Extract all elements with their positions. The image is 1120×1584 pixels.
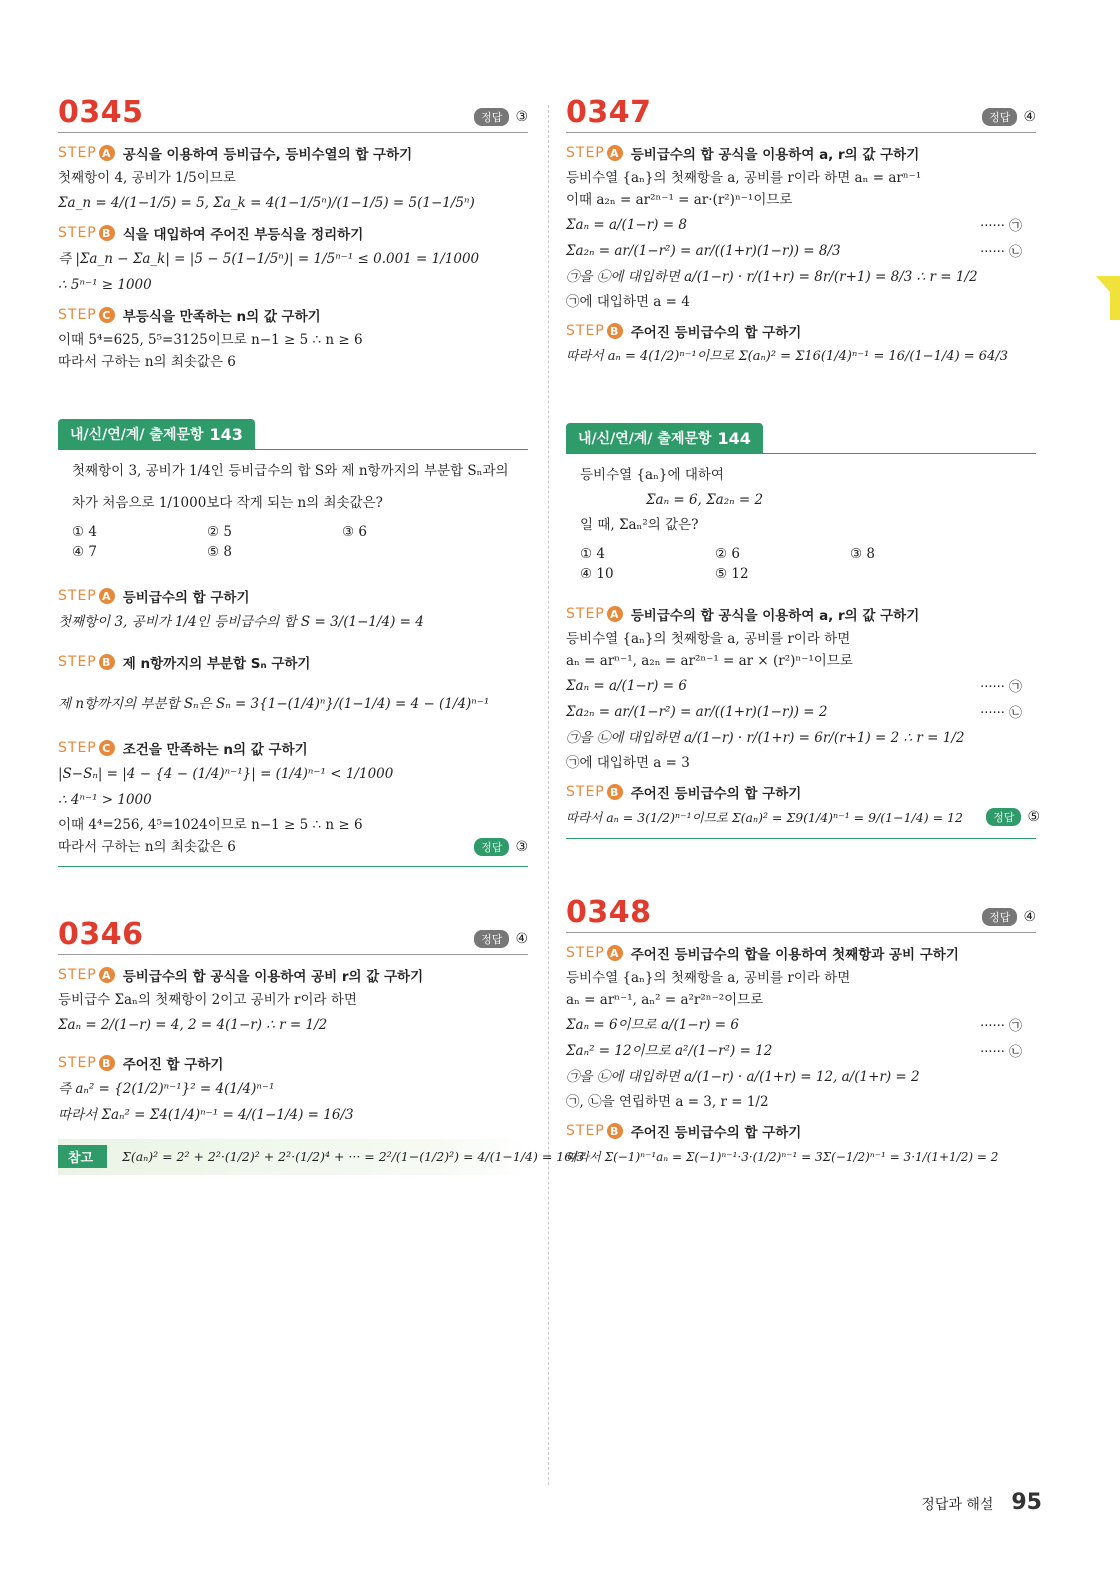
choice[interactable]: ⑤ 12 [715,566,749,582]
equation-marker: ······ ㉠ [980,219,1022,234]
text-line: ㉠에 대입하면 a = 3 [566,755,690,771]
step-label: STEP B [58,225,115,241]
step-b [58,1053,528,1073]
text-line: aₙ = arⁿ⁻¹, aₙ² = a²r²ⁿ⁻²이므로 [566,992,764,1008]
problem-header [566,95,1036,133]
equation-row [566,676,1036,696]
choice[interactable]: ④ 10 [580,566,614,582]
equation: Σa_n = 4/(1−1/5) = 5, Σa_k = 4(1−1/5ⁿ)/(1−1/5) = 5(1−1/5ⁿ) [58,195,475,211]
text-line: 등비수열 {aₙ}의 첫째항을 a, 공비를 r이라 하면 aₙ = arⁿ⁻¹ [566,170,922,186]
step-label: STEP C [58,307,115,323]
equation: ∴ 4ⁿ⁻¹ > 1000 [58,792,152,808]
choice[interactable]: ③ 8 [850,546,875,562]
equation: ㉠을 ㉡에 대입하면 a/(1−r) · r/(1+r) = 8r/(r+1) = 8/3 ∴ r = 1/2 [566,269,978,285]
step-title: 제 n항까지의 부분합 Sₙ 구하기 [122,656,311,672]
step-label: STEP B [58,654,115,670]
equation-row [566,215,1036,235]
equation-row [566,241,1036,261]
related-question-144 [566,423,1040,839]
text-line: 등비급수 Σaₙ의 첫째항이 2이고 공비가 r이라 하면 [58,992,357,1008]
equation-row [566,1015,1036,1035]
equation: Σa₂ₙ = ar/(1−r²) = ar/((1+r)(1−r)) = 2 [566,704,828,720]
equation-row [566,1041,1036,1061]
answer-value: ④ [1023,109,1036,125]
step-b [58,223,528,243]
answer-choices [72,524,528,560]
step-a [58,143,528,163]
final-line [58,838,528,856]
answer-badge: 정답 [474,930,509,948]
text-line: 따라서 구하는 n의 최솟값은 6 [58,354,236,370]
question-text: 등비수열 {aₙ}에 대하여 [580,467,724,483]
step-a [58,965,528,985]
equation: 즉 aₙ² = {2(1/2)ⁿ⁻¹}² = 4(1/4)ⁿ⁻¹ [58,1081,275,1097]
answer-indicator [982,108,1036,130]
step-label: STEP C [58,740,115,756]
final-line [566,808,1040,828]
step-label: STEP A [566,945,623,961]
answer-choices [580,546,1036,582]
equation-marker: ······ ㉡ [980,245,1022,260]
choice[interactable]: ② 5 [207,524,232,540]
choice[interactable]: ② 6 [715,546,740,562]
step-title: 공식을 이용하여 등비급수, 등비수열의 합 구하기 [122,147,413,163]
answer-badge: 정답 [474,838,509,856]
choice[interactable]: ③ 6 [342,524,367,540]
equation: ㉠을 ㉡에 대입하면 a/(1−r) · r/(1+r) = 6r/(r+1) = 2 ∴ r = 1/2 [566,730,965,746]
text-line: 등비수열 {aₙ}의 첫째항을 a, 공비를 r이라 하면 [566,631,851,647]
problem-number: 0346 [58,917,144,952]
choice[interactable]: ① 4 [580,546,605,562]
step-label: STEP B [566,1123,623,1139]
equation: 제 n항까지의 부분합 Sₙ은 Sₙ = 3{1−(1/4)ⁿ}/(1−1/4) = 4 − (1/4)ⁿ⁻¹ [58,696,490,712]
step-c [58,738,528,758]
text-line: ㉠에 대입하면 a = 4 [566,294,690,310]
answer-badge: 정답 [982,908,1017,926]
equation: 따라서 aₙ = 3(1/2)ⁿ⁻¹이므로 Σ(aₙ)² = Σ9(1/4)ⁿ⁻¹ = 9/(1−1/4) = 12 [566,810,963,825]
section-title-bar: 내/신/연/계/ 출제문항 144 [566,423,763,453]
step-a [566,604,1036,624]
problem-header [566,895,1036,933]
equation: Σa₂ₙ = ar/(1−r²) = ar/((1+r)(1−r)) = 8/3 [566,243,841,259]
answer-badge: 정답 [982,108,1017,126]
step-a [566,143,1036,163]
step-title: 등비급수의 합 구하기 [122,590,250,606]
answer-indicator [982,908,1036,930]
final-answer [474,838,528,856]
step-a [58,586,528,606]
equation-marker: ······ ㉠ [980,1019,1022,1034]
step-label: STEP A [58,145,115,161]
page-footer [921,1490,1042,1515]
question-text: 차가 처음으로 1/1000보다 작게 되는 n의 최솟값은? [72,495,383,511]
text-line: 이때 4⁴=256, 4⁵=1024이므로 n−1 ≥ 5 ∴ n ≥ 6 [58,817,363,833]
step-title: 주어진 등비급수의 합 구하기 [630,325,802,341]
equation-marker: ······ ㉡ [980,1045,1022,1060]
question-equation: Σaₙ = 6, Σa₂ₙ = 2 [646,492,764,508]
step-title: 등비급수의 합 공식을 이용하여 a, r의 값 구하기 [630,608,920,624]
equation: ㉠을 ㉡에 대입하면 a/(1−r) · a/(1+r) = 12, a/(1+r) = 2 [566,1069,920,1085]
equation-marker: ······ ㉡ [980,706,1022,721]
section-bottom-rule [58,866,528,867]
step-c [58,305,528,325]
section-bottom-rule [566,838,1036,839]
step-title: 등비급수의 합 공식을 이용하여 a, r의 값 구하기 [630,147,920,163]
text-line: aₙ = arⁿ⁻¹, a₂ₙ = ar²ⁿ⁻¹ = ar × (r²)ⁿ⁻¹이므로 [566,653,853,669]
answer-value: ⑤ [1027,809,1040,825]
problem-0348 [566,895,1036,1167]
chapter-tab-marker [1110,276,1120,320]
choice[interactable]: ⑤ 8 [207,544,232,560]
answer-indicator [474,930,528,952]
section-header [566,423,1036,454]
equation: 따라서 Σaₙ² = Σ4(1/4)ⁿ⁻¹ = 4/(1−1/4) = 16/3 [58,1107,354,1123]
step-title: 등비급수의 합 공식을 이용하여 공비 r의 값 구하기 [122,969,424,985]
answer-badge: 정답 [986,808,1021,826]
left-column [58,95,585,1175]
footer-label: 정답과 해설 [921,1497,994,1513]
equation: 따라서 Σ(−1)ⁿ⁻¹aₙ = Σ(−1)ⁿ⁻¹·3·(1/2)ⁿ⁻¹ = 3Σ(−1/2)ⁿ⁻¹ = 3·1/(1+1/2) = 2 [566,1150,999,1164]
step-label: STEP B [566,784,623,800]
answer-value: ③ [515,839,528,855]
problem-header [58,917,528,955]
step-label: STEP A [566,145,623,161]
answer-badge: 정답 [474,108,509,126]
question-text: 첫째항이 3, 공비가 1/4인 등비급수의 합 S와 제 n항까지의 부분합 Sₙ과의 [72,463,509,479]
final-answer [986,808,1040,826]
problem-header [58,95,528,133]
equation: Σaₙ = a/(1−r) = 8 [566,217,687,233]
text-line: 이때 a₂ₙ = ar²ⁿ⁻¹ = ar·(r²)ⁿ⁻¹이므로 [566,192,793,208]
step-b [566,321,1036,341]
problem-number: 0348 [566,895,652,930]
step-a [566,943,1036,963]
section-header [58,419,528,450]
problem-number: 0347 [566,95,652,130]
answer-value: ④ [515,931,528,947]
step-b [566,782,1036,802]
answer-value: ④ [1023,909,1036,925]
equation: Σaₙ = 6이므로 a/(1−r) = 6 [566,1017,739,1033]
equation-marker: ······ ㉠ [980,680,1022,695]
equation: 첫째항이 3, 공비가 1/4인 등비급수의 합 S = 3/(1−1/4) = 4 [58,614,424,630]
choice[interactable]: ④ 7 [72,544,97,560]
equation: Σaₙ² = 12이므로 a²/(1−r²) = 12 [566,1043,773,1059]
problem-number: 0345 [58,95,144,130]
step-title: 주어진 등비급수의 합 구하기 [630,786,802,802]
problem-0347 [566,95,1036,367]
problem-0345 [58,95,528,371]
right-column [566,95,1040,1173]
section-title-bar: 내/신/연/계/ 출제문항 143 [58,419,255,449]
equation: ∴ 5ⁿ⁻¹ ≥ 1000 [58,277,152,293]
answer-indicator [474,108,528,130]
step-b [58,652,528,672]
equation: 따라서 aₙ = 4(1/2)ⁿ⁻¹이므로 Σ(aₙ)² = Σ16(1/4)ⁿ⁻¹ = 16/(1−1/4) = 64/3 [566,349,1008,364]
text-line: 등비수열 {aₙ}의 첫째항을 a, 공비를 r이라 하면 [566,970,851,986]
step-title: 주어진 등비급수의 합 구하기 [630,1125,802,1141]
step-title: 주어진 합 구하기 [122,1057,224,1073]
answer-value: ③ [515,109,528,125]
note-equation: Σ(aₙ)² = 2² + 2²·(1/2)² + 2²·(1/2)⁴ + ··· = 2²/(1−(1/2)²) = 4/(1−1/4) = 16/3 [122,1149,585,1164]
related-question-143 [58,419,528,867]
choice[interactable]: ① 4 [72,524,97,540]
equation-row [566,702,1036,722]
step-label: STEP A [58,588,115,604]
note-tag: 참고 [58,1145,107,1168]
step-title: 식을 대입하여 주어진 부등식을 정리하기 [122,227,364,243]
step-title: 부등식을 만족하는 n의 값 구하기 [122,309,321,325]
problem-0346 [58,917,585,1175]
equation: Σaₙ = a/(1−r) = 6 [566,678,687,694]
equation: 즉 |Σa_n − Σa_k| = |5 − 5(1−1/5ⁿ)| = 1/5ⁿ⁻¹ ≤ 0.001 = 1/1000 [58,251,480,267]
step-label: STEP A [566,606,623,622]
step-b [566,1121,1036,1141]
column-divider [548,105,549,1485]
note-box [58,1139,585,1175]
text-line: 첫째항이 4, 공비가 1/5이므로 [58,170,236,186]
text-line: 이때 5⁴=625, 5⁵=3125이므로 n−1 ≥ 5 ∴ n ≥ 6 [58,332,363,348]
step-label: STEP B [58,1055,115,1071]
text-line: 따라서 구하는 n의 최솟값은 6 [58,839,236,855]
page-number: 95 [1011,1490,1042,1515]
equation: |S−Sₙ| = |4 − {4 − (1/4)ⁿ⁻¹}| = (1/4)ⁿ⁻¹ < 1/1000 [58,766,394,782]
text-line: ㉠, ㉡을 연립하면 a = 3, r = 1/2 [566,1094,769,1110]
equation: Σaₙ = 2/(1−r) = 4, 2 = 4(1−r) ∴ r = 1/2 [58,1017,328,1033]
step-label: STEP B [566,323,623,339]
question-text: 일 때, Σaₙ²의 값은? [580,517,699,533]
step-title: 주어진 등비급수의 합을 이용하여 첫째항과 공비 구하기 [630,947,959,963]
step-label: STEP A [58,967,115,983]
step-title: 조건을 만족하는 n의 값 구하기 [122,742,308,758]
